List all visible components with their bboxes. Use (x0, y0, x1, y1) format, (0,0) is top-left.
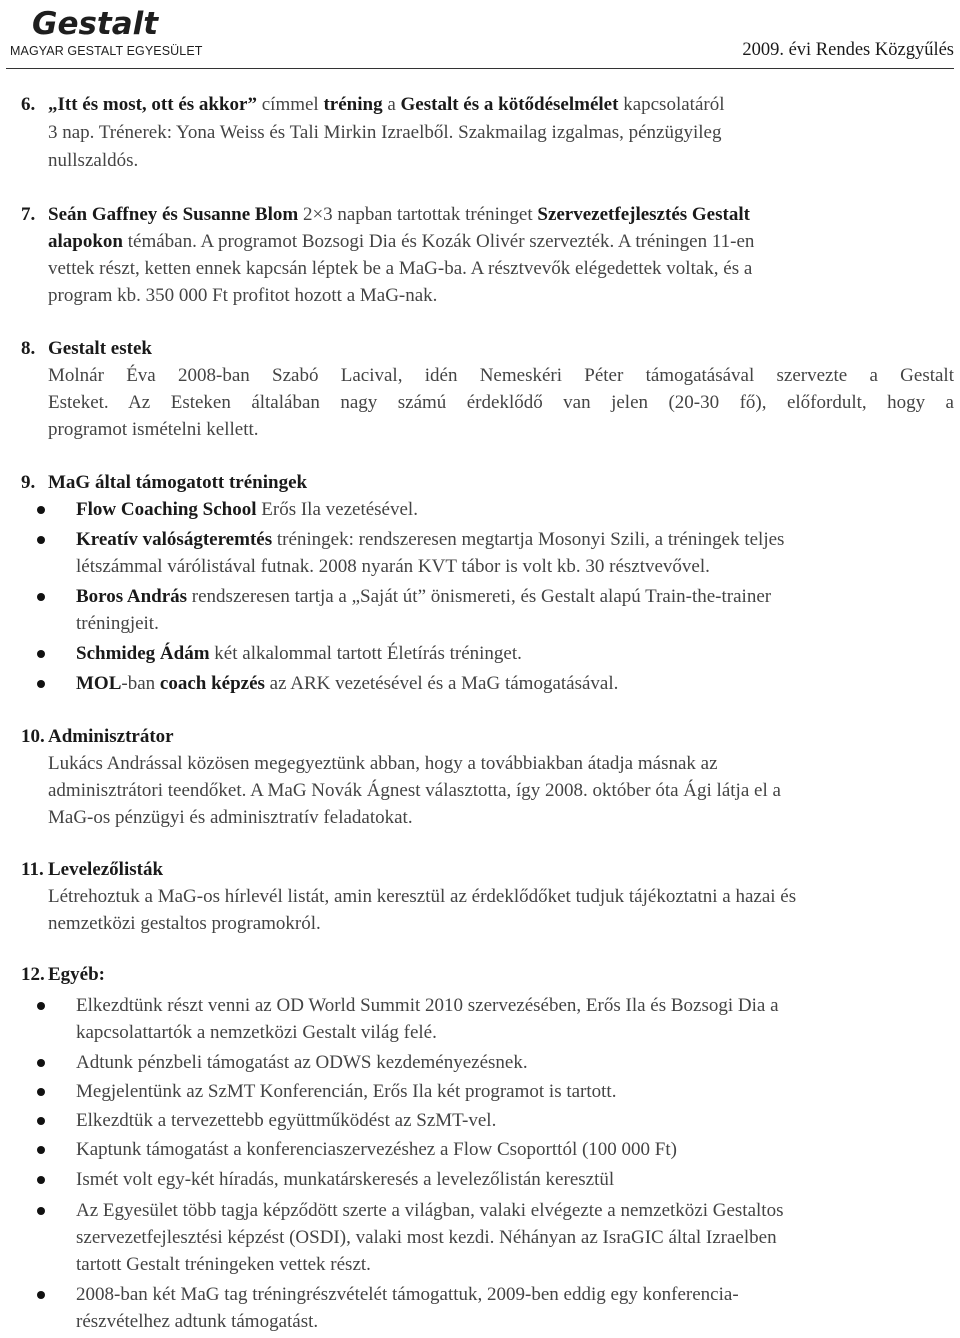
header-divider (6, 68, 954, 69)
text-run: -ban (121, 673, 160, 694)
list-item: Az Egyesület több tagja képződött szerte a világban, valaki elvégezte a nemzetközi Gestaltos (76, 1200, 784, 1221)
list-item (76, 497, 418, 523)
list-item-continuation: részvételhez adtunk támogatást. (76, 1311, 319, 1332)
bullet-icon (37, 1207, 45, 1215)
section-7-line-2 (48, 229, 754, 255)
section-number: 9. (21, 472, 36, 493)
list-item: Adtunk pénzbeli támogatást az ODWS kezdeményezésnek. (76, 1052, 528, 1073)
section-title: Egyéb: (48, 964, 105, 985)
section-number: 7. (21, 204, 36, 225)
section-7-line-3: vettek részt, ketten ennek kapcsán léptek be a MaG-ba. A résztvevők elégedettek voltak, és a (48, 258, 753, 279)
text-run: témában. A programot Bozsogi Dia és Kozák Olivér szervezték. A tréningen 11-en (122, 231, 755, 252)
text-run: coach képzés (159, 673, 265, 694)
section-7-line-1 (48, 202, 750, 228)
text-run: Gestalt és a kötődéselmélet (400, 94, 619, 115)
list-item-continuation: tréningjeit. (76, 613, 159, 634)
section-6-line-3: nullszaldós. (48, 150, 139, 171)
list-item (76, 527, 784, 553)
list-item-continuation: szervezetfejlesztési képzést (OSDI), valaki most kezdi. Néhányan az IsraGIC által Izraelben (76, 1227, 777, 1248)
logo-subtitle: MAGYAR GESTALT EGYESÜLET (10, 44, 203, 58)
section-10-line-1: Lukács Andrással közösen megegyeztünk abban, hogy a továbbiakban átadja másnak az (48, 753, 718, 774)
list-item-continuation: kapcsolattartók a nemzetközi Gestalt világ felé. (76, 1022, 437, 1043)
text-run: Flow Coaching School (76, 499, 257, 520)
list-item: Elkezdtünk részt venni az OD World Summit 2010 szervezésében, Erős Ila és Bozsogi Dia a (76, 995, 779, 1016)
bullet-icon (37, 593, 45, 601)
text-run: Erős Ila vezetésével. (256, 499, 418, 520)
text-run: Boros András (76, 586, 188, 607)
logo-wordmark: Gestalt (32, 6, 159, 42)
text-run: Szervezetfejlesztés Gestalt (537, 204, 750, 225)
bullet-icon (37, 1002, 45, 1010)
text-run: alapokon (48, 231, 123, 252)
bullet-icon (37, 1088, 45, 1096)
section-title: Levelezőlisták (48, 859, 164, 880)
text-run: kapcsolatáról (618, 94, 725, 115)
text-run: 2×3 napban tartottak tréninget (298, 204, 538, 225)
text-run: tréning (323, 94, 383, 115)
list-item: Megjelentünk az SzMT Konferencián, Erős Ila két programot is tartott. (76, 1081, 617, 1102)
text-run: az ARK vezetésével és a MaG támogatásával. (264, 673, 619, 694)
section-number: 10. (21, 726, 45, 747)
section-number: 12. (21, 964, 45, 985)
text-run: címmel (256, 94, 324, 115)
list-item (76, 671, 618, 697)
section-number: 6. (21, 94, 36, 115)
section-6-line-1 (48, 92, 724, 118)
text-run: Kreatív valóságteremtés (76, 529, 273, 550)
bullet-icon (37, 1117, 45, 1125)
page-header (0, 0, 960, 80)
list-item: Kaptunk támogatást a konferenciaszervezéshez a Flow Csoporttól (100 000 Ft) (76, 1139, 677, 1160)
list-item-continuation: létszámmal várólistával futnak. 2008 nyarán KVT tábor is volt kb. 30 résztvevővel. (76, 556, 710, 577)
gestalt-logo (10, 6, 203, 62)
section-10-line-3: MaG-os pénzügyi és adminisztratív feladatokat. (48, 807, 413, 828)
list-item: Ismét volt egy-két híradás, munkatárskeresés a levelezőlistán keresztül (76, 1169, 615, 1190)
list-item: 2008-ban két MaG tag tréningrészvételét támogattuk, 2009-ben eddig egy konferencia- (76, 1284, 739, 1305)
text-run: Seán Gaffney és Susanne Blom (48, 204, 299, 225)
document-title: 2009. évi Rendes Közgyűlés (742, 40, 954, 60)
section-8-line-2: Esteket. Az Esteken általában nagy számú érdeklődő van jelen (20-30 fő), előfordult, hogy a (48, 392, 954, 413)
section-11-line-1: Létrehoztuk a MaG-os hírlevél listát, amin keresztül az érdeklődőket tudjuk tájékoztatni a hazai és (48, 886, 797, 907)
section-6-line-2: 3 nap. Trénerek: Yona Weiss és Tali Mirkin Izraelből. Szakmailag izgalmas, pénzügyileg (48, 122, 722, 143)
bullet-icon (37, 1291, 45, 1299)
text-run: a (382, 94, 401, 115)
bullet-icon (37, 1176, 45, 1184)
text-run: rendszeresen tartja a „Saját út” önismereti, és Gestalt alapú Train-the-trainer (187, 586, 772, 607)
bullet-icon (37, 536, 45, 544)
section-number: 8. (21, 338, 36, 359)
bullet-icon (37, 650, 45, 658)
text-run: MOL (76, 673, 122, 694)
text-run: két alkalommal tartott Életírás tréninget. (209, 643, 522, 664)
section-number: 11. (21, 859, 44, 880)
list-item (76, 641, 522, 667)
section-title: MaG által támogatott tréningek (48, 472, 308, 493)
section-11-line-2: nemzetközi gestaltos programokról. (48, 913, 321, 934)
section-8-line-3: programot ismételni kellett. (48, 419, 259, 440)
text-run: tréningek: rendszeresen megtartja Mosonyi Szili, a tréningek teljes (272, 529, 785, 550)
list-item (76, 584, 771, 610)
list-item: Elkezdtük a tervezettebb együttműködést az SzMT-vel. (76, 1110, 497, 1131)
section-title: Adminisztrátor (48, 726, 174, 747)
bullet-icon (37, 680, 45, 688)
list-item-continuation: tartott Gestalt tréningeken vettek részt. (76, 1254, 371, 1275)
bullet-icon (37, 1146, 45, 1154)
bullet-icon (37, 1059, 45, 1067)
section-7-line-4: program kb. 350 000 Ft profitot hozott a MaG-nak. (48, 285, 438, 306)
section-8-line-1: Molnár Éva 2008-ban Szabó Lacival, idén Nemeskéri Péter támogatásával szervezte a Gestalt (48, 365, 954, 386)
section-title: Gestalt estek (48, 338, 152, 359)
training-title: „Itt és most, ott és akkor” (48, 94, 257, 115)
bullet-icon (37, 506, 45, 514)
section-10-line-2: adminisztrátori teendőket. A MaG Novák Ágnest választotta, így 2008. október óta Ági látja el a (48, 780, 781, 801)
text-run: Schmideg Ádám (76, 643, 210, 664)
